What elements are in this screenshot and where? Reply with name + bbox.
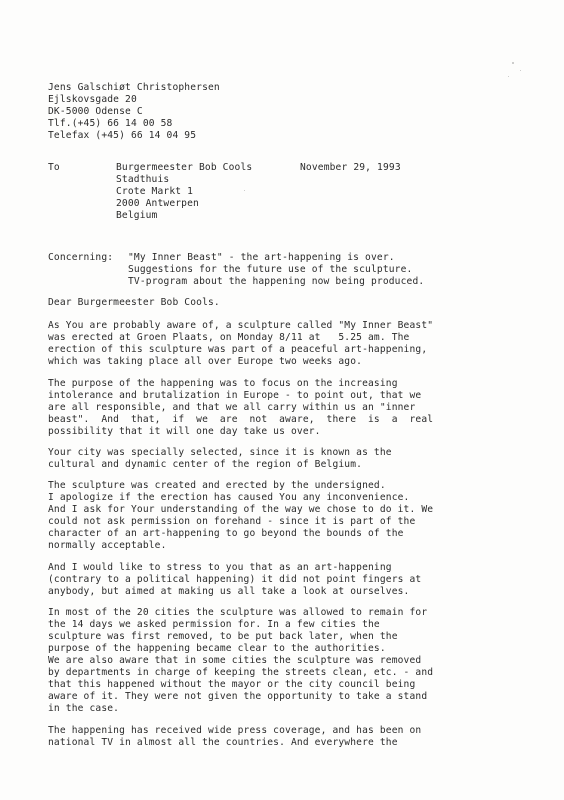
body-line: which was taking place all over Europe two weeks ago. bbox=[48, 356, 363, 367]
scan-speck bbox=[508, 76, 509, 77]
body-line: could not ask permission on forehand - since it is part of the bbox=[48, 516, 416, 527]
scan-speck bbox=[520, 70, 521, 71]
body-line: are all responsible, and that we all carry within us an "inner bbox=[48, 402, 416, 413]
body-line: possibility that it will one day take us over. bbox=[48, 426, 321, 437]
body-line: the 14 days we asked permission for. In a few cities the bbox=[48, 619, 380, 630]
concerning-line: TV-program about the happening now being produced. bbox=[128, 276, 425, 287]
recipient-line: Burgermeester Bob Cools bbox=[116, 162, 253, 173]
to-label: To bbox=[48, 162, 60, 173]
sender-phone: Tlf.(+45) 66 14 00 58 bbox=[48, 118, 173, 129]
body-line: was erected at Groen Plaats, on Monday 8/11 at 5.25 am. The bbox=[48, 332, 410, 343]
body-line: in the case. bbox=[48, 703, 120, 714]
concerning-line: Suggestions for the future use of the sculpture. bbox=[128, 264, 413, 275]
body-line: And I would like to stress to you that as an art-happening bbox=[48, 562, 392, 573]
sender-city: DK-5000 Odense C bbox=[48, 106, 143, 117]
body-line: We are also aware that in some cities the sculpture was removed bbox=[48, 655, 422, 666]
body-line: aware of it. They were not given the opportunity to take a stand bbox=[48, 691, 428, 702]
scan-speck bbox=[512, 62, 514, 64]
letter-date: November 29, 1993 bbox=[300, 162, 401, 173]
body-line: normally acceptable. bbox=[48, 540, 167, 551]
concerning-line: "My Inner Beast" - the art-happening is over. bbox=[128, 252, 395, 263]
recipient-line: Crote Markt 1 bbox=[116, 186, 194, 197]
body-line: The sculpture was created and erected by the undersigned. bbox=[48, 480, 386, 491]
body-line: beast". And that, if we are not aware, there is a real bbox=[48, 414, 434, 425]
salutation: Dear Burgermeester Bob Cools. bbox=[48, 297, 220, 308]
body-line: erection of this sculpture was part of a peaceful art-happening, bbox=[48, 344, 428, 355]
body-line: And I ask for Your understanding of the way we chose to do it. We bbox=[48, 504, 434, 515]
body-line: I apologize if the erection has caused You any inconvenience. bbox=[48, 492, 410, 503]
body-line: that this happened without the mayor or the city council being bbox=[48, 679, 416, 690]
body-line: by departments in charge of keeping the streets clean, etc. - and bbox=[48, 667, 434, 678]
sender-name: Jens Galschiøt Christophersen bbox=[48, 82, 220, 93]
recipient-line: 2000 Antwerpen bbox=[116, 198, 199, 209]
body-line: anybody, but aimed at making us all take a look at ourselves. bbox=[48, 586, 410, 597]
body-line: cultural and dynamic center of the region of Belgium. bbox=[48, 459, 363, 470]
body-line: purpose of the happening became clear to the authorities. bbox=[48, 643, 386, 654]
body-line: national TV in almost all the countries. And everywhere the bbox=[48, 737, 398, 748]
body-line: intolerance and brutalization in Europe - to point out, that we bbox=[48, 390, 422, 401]
body-line: Your city was specially selected, since it is known as the bbox=[48, 447, 392, 458]
sender-street: Ejlskovsgade 20 bbox=[48, 94, 137, 105]
body-line: In most of the 20 cities the sculpture was allowed to remain for bbox=[48, 607, 428, 618]
body-line: The happening has received wide press coverage, and has been on bbox=[48, 725, 422, 736]
body-line: sculpture was first removed, to be put back later, when the bbox=[48, 631, 398, 642]
body-line: As You are probably aware of, a sculpture called "My Inner Beast" bbox=[48, 320, 434, 331]
sender-fax: Telefax (+45) 66 14 04 95 bbox=[48, 130, 197, 141]
body-line: (contrary to a political happening) it did not point fingers at bbox=[48, 574, 422, 585]
concerning-label: Concerning: bbox=[48, 252, 114, 263]
scan-speck bbox=[244, 190, 245, 191]
body-line: character of an art-happening to go beyond the bounds of the bbox=[48, 528, 404, 539]
body-line: The purpose of the happening was to focus on the increasing bbox=[48, 378, 398, 389]
recipient-line: Stadthuis bbox=[116, 174, 170, 185]
recipient-line: Belgium bbox=[116, 210, 158, 221]
